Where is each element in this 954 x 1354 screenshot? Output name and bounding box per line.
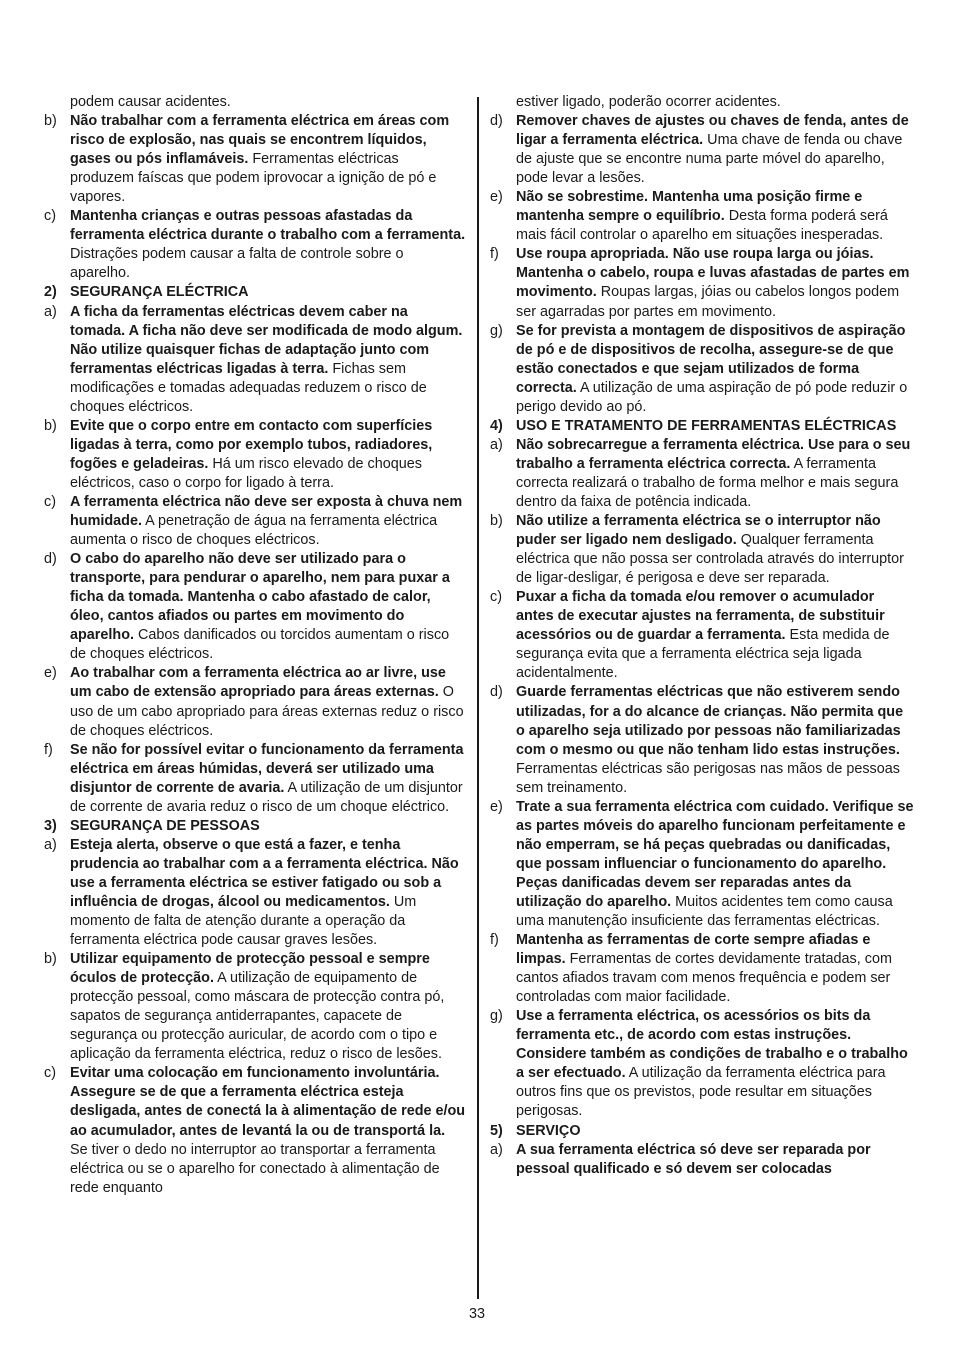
list-item	[44, 417, 466, 493]
item-bold-text: Ao trabalhar com a ferramenta eléctrica ao ar livre, use um cabo de extensão apropriado para áreas externas.	[70, 665, 446, 701]
item-label: d)	[490, 684, 503, 701]
item-text: O uso de um cabo apropriado para áreas externas reduz o risco de choques eléctricos.	[70, 684, 464, 739]
list-item	[490, 1007, 914, 1121]
item-text: estiver ligado, poderão ocorrer acidentes.	[516, 94, 781, 110]
item-bold-text: Evite que o corpo entre em contacto com superfícies ligadas à terra, como por exemplo tubos, radiadores, fogões e geladeiras.	[70, 417, 433, 472]
item-bold-text: Mantenha crianças e outras pessoas afastadas da ferramenta eléctrica durante o trabalho com a ferramenta.	[70, 208, 466, 244]
list-item	[490, 188, 914, 245]
section-title: SEGURANÇA ELÉCTRICA	[70, 284, 249, 301]
item-label: c)	[490, 589, 502, 606]
item-text: Ferramentas eléctricas produzem faíscas que podem iprovocar a ignição de pó e vapores.	[70, 151, 437, 206]
list-item	[44, 836, 466, 950]
section-heading	[44, 817, 466, 836]
item-bold-text: Utilizar equipamento de protecção pessoal e sempre óculos de protecção.	[70, 951, 430, 987]
item-bold-text: Guarde ferramentas eléctricas que não estiverem sendo utilizadas, for a do alcance de crianças. Não permita que o aparelho seja utilizado por pessoas não familiarizadas com o mesmo ou que não tenham lido estas instruções.	[516, 684, 904, 758]
list-item	[490, 93, 914, 112]
item-bold-text: Evitar uma colocação em funcionamento involuntária. Assegure se de que a ferramenta eléctrica esteja desligada, antes de conectá la à alimentação de rede e/ou ao acumulador, antes de levantá la ou de transportá la.	[70, 1065, 466, 1139]
item-text: Roupas largas, jóias ou cabelos longos podem ser agarradas por partes em movimento.	[516, 284, 900, 320]
list-item	[44, 664, 466, 740]
item-bold-text: Use a ferramenta eléctrica, os acessórios os bits da ferramenta etc., de acordo com estas instruções. Considere também as condições de trabalho e o trabalho a ser efectuado.	[516, 1008, 908, 1082]
item-text: Ferramentas eléctricas são perigosas nas mãos de pessoas sem treinamento.	[516, 760, 900, 796]
list-item	[44, 493, 466, 550]
list-item	[490, 1141, 914, 1179]
page-number: 33	[468, 1306, 485, 1322]
item-text: podem causar acidentes.	[70, 94, 231, 110]
list-item	[44, 93, 466, 112]
item-text: Esta medida de segurança evita que a ferramenta eléctrica seja ligada acidentalmente.	[516, 627, 890, 682]
item-text: Um momento de falta de atenção durante a operação da ferramenta eléctrica pode causar graves lesões.	[70, 893, 417, 949]
list-item	[44, 950, 466, 1064]
item-text: Distrações podem causar a falta de controle sobre o aparelho.	[70, 246, 404, 282]
item-text: Uma chave de fenda ou chave de ajuste que se encontre numa parte móvel do aparelho, pode levar a lesões.	[516, 132, 903, 187]
item-label: b)	[44, 113, 57, 130]
list-item	[44, 207, 466, 283]
item-text: Fichas sem modificações e tomadas adequadas reduzem o risco de choques eléctricos.	[70, 360, 427, 415]
item-bold-text: Remover chaves de ajustes ou chaves de fenda, antes de ligar a ferramenta eléctrica.	[516, 113, 909, 149]
item-text: A utilização de um disjuntor de corrente de avaria reduz o risco de um choque eléctrico.	[70, 779, 463, 815]
item-text: Há um risco elevado de choques eléctricos, caso o corpo for ligado à terra.	[70, 455, 422, 491]
section-heading	[44, 283, 466, 302]
item-text: A penetração de água na ferramenta eléctrica aumenta o risco de choques eléctricos.	[70, 513, 438, 549]
item-text: A utilização de equipamento de protecção pessoal, como máscara de protecção contra pó, sapatos de segurança antiderrapantes, capacete de segurança ou protecção auricular, de acordo com o tipo e aplicação da ferramenta eléctrica, reduz o risco de lesões.	[70, 970, 445, 1063]
item-text: Qualquer ferramenta eléctrica que não possa ser controlada através do interruptor de ligar-desligar, é perigosa e deve ser reparada.	[516, 532, 904, 587]
item-bold-text: Se não for possível evitar o funcionamento da ferramenta eléctrica em áreas húmidas, deverá ser utilizado uma disjuntor de corrente de avaria.	[70, 741, 464, 796]
list-item	[44, 550, 466, 664]
item-label: d)	[490, 113, 503, 130]
section-title: SEGURANÇA DE PESSOAS	[70, 817, 260, 834]
item-bold-text: Use roupa apropriada. Não use roupa larga ou jóias. Mantenha o cabelo, roupa e luvas afastadas de partes em movimento.	[516, 246, 910, 301]
item-label: c)	[44, 208, 56, 225]
section-heading	[490, 417, 914, 436]
section-heading	[490, 1122, 914, 1141]
column-divider	[477, 97, 479, 1299]
item-label: g)	[490, 322, 503, 339]
list-item	[490, 436, 914, 512]
section-number: 2)	[44, 284, 57, 301]
item-text: Ferramentas de cortes devidamente tratadas, com cantos afiados travam com menos frequência e podem ser controladas com maior facilidade.	[516, 951, 892, 1006]
list-item	[490, 588, 914, 683]
item-label: b)	[44, 951, 57, 968]
item-label: c)	[44, 493, 56, 510]
list-item	[490, 931, 914, 1007]
item-bold-text: A ferramenta eléctrica não deve ser exposta à chuva nem humidade.	[70, 493, 463, 530]
list-item	[490, 512, 914, 588]
section-title: SERVIÇO	[516, 1122, 581, 1139]
item-text: Muitos acidentes tem como causa uma manutenção insuficiente das ferramentas eléctricas.	[516, 893, 893, 930]
item-label: a)	[44, 836, 57, 853]
item-text: Se tiver o dedo no interruptor ao transportar a ferramenta eléctrica ou se o aparelho for conectado à alimentação de rede enquanto	[70, 1141, 440, 1196]
list-item	[44, 741, 466, 817]
item-bold-text: Não trabalhar com a ferramenta eléctrica em áreas com risco de explosão, nas quais se encontrem líquidos, gases ou pós inflamáveis.	[70, 113, 450, 168]
item-bold-text: Não sobrecarregue a ferramenta eléctrica. Use para o seu trabalho a ferramenta eléctrica correcta.	[516, 436, 911, 472]
item-label: a)	[490, 1141, 503, 1158]
item-label: b)	[490, 513, 503, 530]
item-label: f)	[44, 741, 53, 758]
right-column	[490, 93, 914, 1179]
section-number: 3)	[44, 817, 57, 834]
item-bold-text: A sua ferramenta eléctrica só deve ser reparada por pessoal qualificado e só devem ser colocadas	[516, 1141, 871, 1177]
item-label: a)	[44, 303, 57, 320]
item-text: Desta forma poderá será mais fácil controlar o aparelho em situações inesperadas.	[516, 208, 888, 244]
item-label: e)	[490, 189, 503, 206]
section-number: 5)	[490, 1122, 503, 1139]
item-text: Cabos danificados ou torcidos aumentam o risco de choques eléctricos.	[70, 627, 450, 663]
item-text: A utilização de uma aspiração de pó pode reduzir o perigo devido ao pó.	[516, 379, 908, 415]
item-bold-text: O cabo do aparelho não deve ser utilizado para o transporte, para pendurar o aparelho, nem para puxar a ficha da tomada. Mantenha o cabo afastado de calor, óleo, cantos afiados ou partes em movimento do aparelho.	[70, 551, 450, 644]
item-label: a)	[490, 436, 503, 453]
item-label: f)	[490, 932, 499, 949]
item-label: b)	[44, 417, 57, 434]
item-bold-text: A ficha da ferramentas eléctricas devem caber na tomada. A ficha não deve ser modificada de modo algum. Não utilize quaisquer fichas de adaptação junto com ferramentas eléctricas ligadas à terra.	[70, 303, 463, 377]
list-item	[490, 798, 914, 931]
item-label: c)	[44, 1065, 56, 1082]
item-label: e)	[44, 665, 57, 682]
item-bold-text: Não utilize a ferramenta eléctrica se o interruptor não puder ser ligado nem desligado.	[516, 513, 881, 549]
list-item	[490, 683, 914, 797]
list-item	[44, 1064, 466, 1197]
left-column	[44, 93, 466, 1198]
item-bold-text: Se for prevista a montagem de dispositivos de aspiração de pó e de dispositivos de recolha, assegure-se de que estão conectados e que sejam utilizados de forma correcta.	[516, 322, 906, 396]
item-label: g)	[490, 1008, 503, 1025]
list-item	[44, 303, 466, 417]
item-label: e)	[490, 798, 503, 815]
item-label: d)	[44, 551, 57, 568]
item-bold-text: Puxar a ficha da tomada e/ou remover o acumulador antes de executar ajustes na ferramenta, de substituir acessórios ou de guardar a ferramenta.	[516, 589, 885, 644]
section-number: 4)	[490, 417, 503, 434]
item-bold-text: Mantenha as ferramentas de corte sempre afiadas e limpas.	[516, 932, 871, 968]
item-text: A utilização da ferramenta eléctrica para outros fins que os previstos, pode resultar em situações perigosas.	[516, 1065, 886, 1120]
item-bold-text: Não se sobrestime. Mantenha uma posição firme e mantenha sempre o equilíbrio.	[516, 189, 863, 225]
section-title: USO E TRATAMENTO DE FERRAMENTAS ELÉCTRICAS	[516, 417, 897, 434]
item-bold-text: Esteja alerta, observe o que está a fazer, e tenha prudencia ao trabalhar com a a ferramenta eléctrica. Não use a ferramenta eléctrica se estiver fatigado ou sob a influência de drogas, álcool ou medicamentos.	[70, 836, 459, 910]
list-item	[490, 112, 914, 188]
item-bold-text: Trate a sua ferramenta eléctrica com cuidado. Verifique se as partes móveis do aparelho funcionam perfeitamente e não emperram, se há peças quebradas ou danificadas, que possam influenciar o funcionamento do aparelho. Peças danificadas devem ser reparadas antes da utilização do aparelho.	[516, 798, 914, 910]
list-item	[490, 322, 914, 417]
item-text: A ferramenta correcta realizará o trabalho de forma melhor e mais segura dentro da faixa de potência indicada.	[516, 455, 899, 510]
item-label: f)	[490, 246, 499, 263]
list-item	[490, 245, 914, 321]
list-item	[44, 112, 466, 207]
